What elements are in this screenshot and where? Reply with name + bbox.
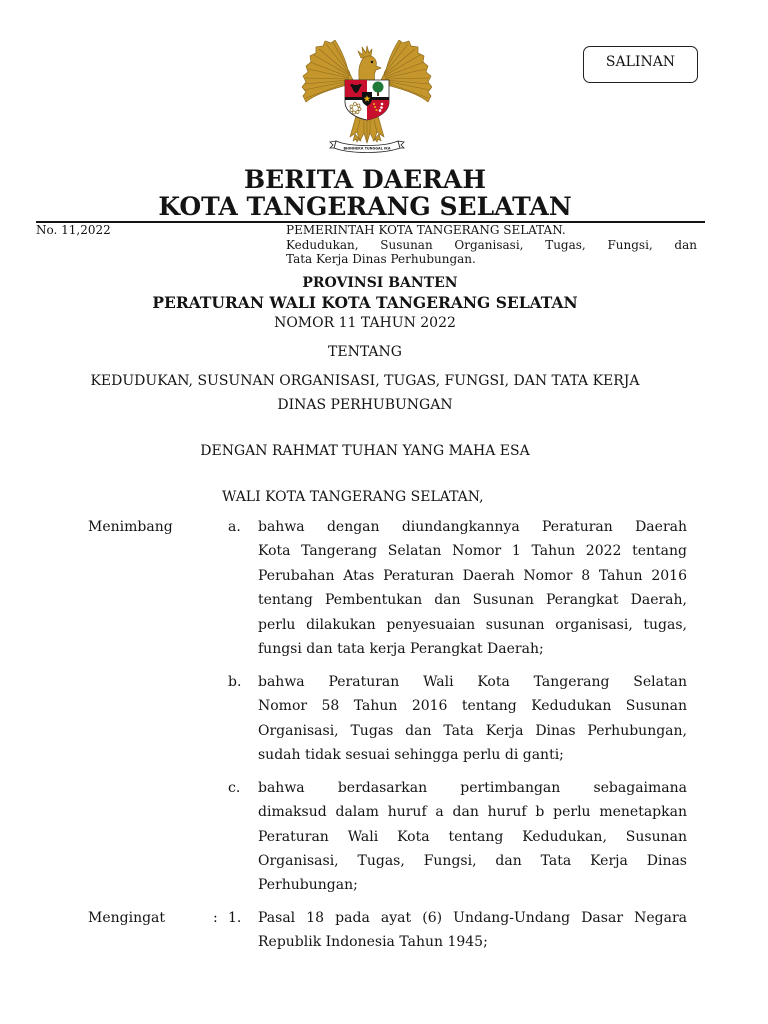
- masthead-subtitle: KOTA TANGERANG SELATAN: [158, 192, 572, 221]
- paragraph-line: tentang Pembentukan dan Susunan Perangkat Daerah,: [258, 592, 687, 608]
- paragraph-line: Perhubungan;: [258, 877, 358, 893]
- issue-subject-line: Kedudukan, Susunan Organisasi, Tugas, Fungsi, dan: [286, 238, 697, 252]
- salinan-stamp: SALINAN: [583, 46, 698, 83]
- regulation-title-line: DINAS PERHUBUNGAN: [277, 397, 453, 413]
- paragraph-line: Pasal 18 pada ayat (6) Undang-Undang Dasar Negara: [258, 910, 687, 926]
- masthead-title: BERITA DAERAH: [244, 165, 486, 194]
- legal-basis-label: Mengingat: [88, 910, 166, 926]
- issuer: WALI KOTA TANGERANG SELATAN,: [222, 489, 484, 505]
- about-label: TENTANG: [328, 344, 402, 360]
- paragraph-line: fungsi dan tata kerja Perangkat Daerah;: [258, 641, 544, 657]
- paragraph-line: Organisasi, Tugas, Fungsi, dan Tata Kerja Dinas: [258, 853, 687, 869]
- paragraph-line: Perubahan Atas Peraturan Daerah Nomor 8 Tahun 2016: [258, 568, 687, 584]
- issue-number: No. 11,2022: [36, 223, 111, 237]
- paragraph-line: bahwa dengan diundangkannya Peraturan Daerah: [258, 519, 687, 535]
- considerations-label: Menimbang: [88, 519, 173, 535]
- issue-publisher: PEMERINTAH KOTA TANGERANG SELATAN.: [286, 223, 566, 237]
- shield: [345, 80, 389, 120]
- paragraph-line: Peraturan Wali Kota tentang Kedudukan, Susunan: [258, 829, 687, 845]
- invocation: DENGAN RAHMAT TUHAN YANG MAHA ESA: [200, 443, 530, 459]
- regulation-number: NOMOR 11 TAHUN 2022: [274, 315, 456, 331]
- regulation-type-heading: PERATURAN WALI KOTA TANGERANG SELATAN: [152, 293, 578, 312]
- garuda-head: [358, 46, 381, 82]
- paragraph-line: sudah tidak sesuai sehingga perlu di ganti;: [258, 747, 564, 763]
- paragraph-line: Republik Indonesia Tahun 1945;: [258, 934, 488, 950]
- province-heading: PROVINSI BANTEN: [302, 275, 458, 291]
- legal-basis-separator: :: [213, 910, 218, 926]
- paragraph-line: Kota Tangerang Selatan Nomor 1 Tahun 2022 tentang: [258, 543, 687, 559]
- paragraph-line: Nomor 58 Tahun 2016 tentang Kedudukan Susunan: [258, 698, 687, 714]
- garuda-pancasila-emblem: [300, 40, 432, 162]
- item-marker: c.: [228, 780, 241, 796]
- paragraph-line: bahwa Peraturan Wali Kota Tangerang Selatan: [258, 674, 687, 690]
- item-marker: b.: [228, 674, 242, 690]
- paragraph-line: Organisasi, Tugas dan Tata Kerja Dinas Perhubungan,: [258, 723, 687, 739]
- item-marker: a.: [228, 519, 241, 535]
- regulation-title-line: KEDUDUKAN, SUSUNAN ORGANISASI, TUGAS, FUNGSI, DAN TATA KERJA: [90, 373, 640, 389]
- paragraph-line: bahwa berdasarkan pertimbangan sebagaimana: [258, 780, 687, 796]
- issue-subject-line: Tata Kerja Dinas Perhubungan.: [286, 252, 476, 266]
- paragraph-line: perlu dilakukan penyesuaian susunan organisasi, tugas,: [258, 617, 687, 633]
- motto-text: BHINNEKA TUNGGAL IKA: [343, 146, 391, 151]
- paragraph-line: dimaksud dalam huruf a dan huruf b perlu menetapkan: [258, 804, 687, 820]
- item-marker: 1.: [228, 910, 242, 926]
